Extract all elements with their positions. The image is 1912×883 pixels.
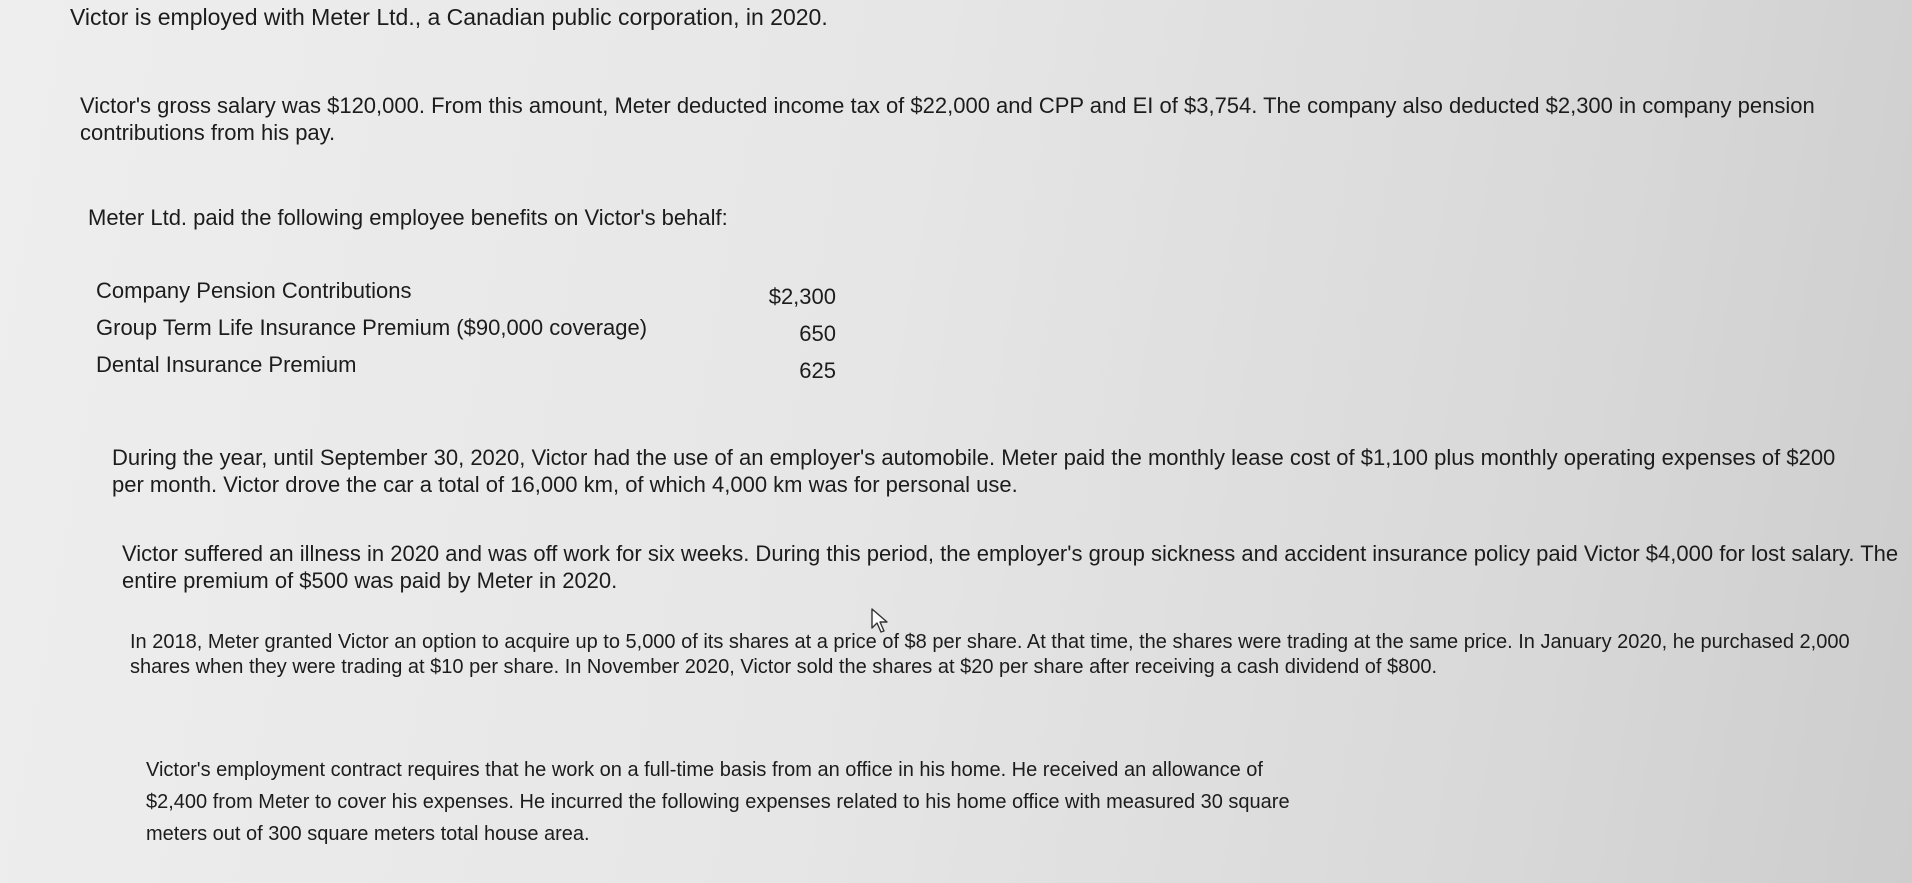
benefit-row-pension [96,278,876,315]
benefit-amount: 625 [799,358,836,383]
salary-paragraph: Victor's gross salary was $120,000. From this amount, Meter deducted income tax of $22,000 and CPP and EI of $3,754. The company also deducted $2,300 in company pension contributions from his pay. [80,93,1815,145]
illness-paragraph: Victor suffered an illness in 2020 and was off work for six weeks. During this period, the employer's group sickness and accident insurance policy paid Victor $4,000 for lost salary. The entire premium of $500 was paid by Meter in 2020. [122,541,1899,593]
benefit-amount: $2,300 [768,284,836,309]
intro-paragraph: Victor is employed with Meter Ltd., a Canadian public corporation, in 2020. [70,4,828,30]
benefit-row-life-insurance [96,315,876,352]
benefit-amount: 650 [799,321,836,346]
benefits-table [96,278,876,389]
benefits-intro-paragraph: Meter Ltd. paid the following employee benefits on Victor's behalf: [88,205,728,230]
benefit-row-dental [96,352,876,389]
benefit-label: Company Pension Contributions [96,278,412,303]
benefit-label: Group Term Life Insurance Premium ($90,000 coverage) [96,315,648,340]
automobile-paragraph: During the year, until September 30, 2020, Victor had the use of an employer's automobile. Meter paid the monthly lease cost of $1,100 plus monthly operating expenses of $200 per month. Victor drove the car a total of 16,000 km, of which 4,000 km was for personal use. [112,445,1836,497]
stock-options-paragraph: In 2018, Meter granted Victor an option to acquire up to 5,000 of its shares at a price of $8 per share. At that time, the shares were trading at the same price. In January 2020, he purchased 2,000 shares when they were trading at $10 per share. In November 2020, Victor sold the shares at $20 per share after receiving a cash dividend of $800. [130,631,1850,678]
benefit-label: Dental Insurance Premium [96,352,357,377]
home-office-paragraph: Victor's employment contract requires that he work on a full-time basis from an office in his home. He received an allowance of $2,400 from Meter to cover his expenses. He incurred the following expenses related to his home office with measured 30 square meters out of 300 square meters total house area. [146,759,1290,845]
